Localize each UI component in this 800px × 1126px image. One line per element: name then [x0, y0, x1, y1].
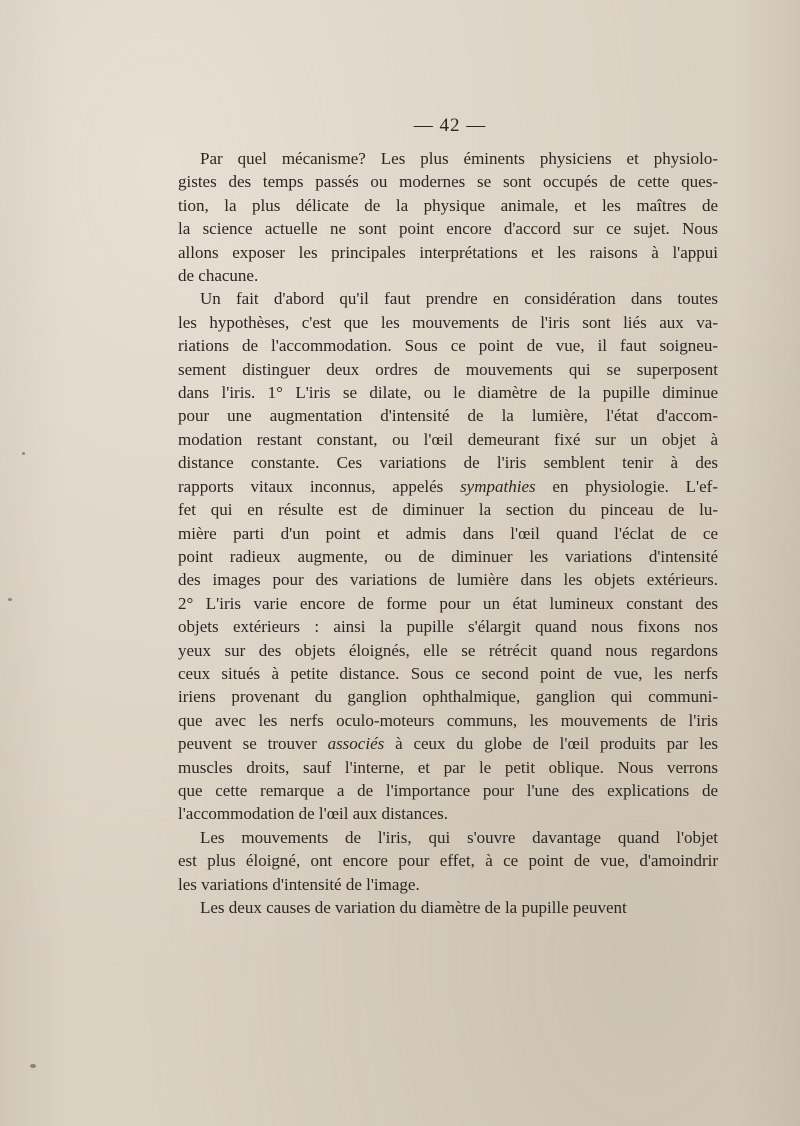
- text-line: que cette remarque a de l'importance pour l'une des explications de: [178, 780, 718, 800]
- text-line: 2° L'iris varie encore de forme pour un état lumineux constant des: [178, 593, 718, 613]
- text-line: distance constante. Ces variations de l'iris semblent tenir à des: [178, 453, 718, 473]
- text-line: muscles droits, sauf l'interne, et par le petit oblique. Nous verrons: [178, 757, 718, 777]
- text-line: point radieux augmente, ou de diminuer les variations d'intensité: [178, 546, 718, 566]
- page-number: — 42 —: [413, 115, 487, 136]
- text-line: peuvent se trouver associés à ceux du globe de l'œil produits par les: [178, 734, 718, 754]
- text-line: fet qui en résulte est de diminuer la section du pinceau de lu-: [178, 500, 718, 520]
- paper-stain: [8, 598, 12, 601]
- text-line: objets extérieurs : ainsi la pupille s'élargit quand nous fixons nos: [178, 617, 718, 637]
- text-line: iriens provenant du ganglion ophthalmique, ganglion qui communi-: [178, 687, 718, 707]
- text-line: tion, la plus délicate de la physique animale, et les maîtres de: [178, 195, 718, 215]
- text-line: Les deux causes de variation du diamètre de la pupille peuvent: [200, 898, 627, 917]
- text-line: allons exposer les principales interprétations et les raisons à l'appui: [178, 242, 718, 262]
- text-line: la science actuelle ne sont point encore d'accord sur ce sujet. Nous: [178, 219, 718, 239]
- text-line: modation restant constant, ou l'œil demeurant fixé sur un objet à: [178, 429, 718, 449]
- text-line: les hypothèses, c'est que les mouvements de l'iris sont liés aux va-: [178, 312, 718, 332]
- text-line: les variations d'intensité de l'image.: [178, 874, 420, 894]
- text-line: riations de l'accommodation. Sous ce point de vue, il faut soigneu-: [178, 336, 718, 356]
- paper-stain: [22, 452, 25, 455]
- paper-stain: [30, 1064, 36, 1068]
- paragraph: [178, 826, 718, 896]
- text-line: Les mouvements de l'iris, qui s'ouvre davantage quand l'objet: [200, 827, 718, 847]
- paragraph: [178, 287, 718, 825]
- text-line: ceux situés à petite distance. Sous ce second point de vue, les nerfs: [178, 663, 718, 683]
- paragraph: [178, 147, 718, 287]
- paragraph: [178, 896, 718, 919]
- text-line: que avec les nerfs oculo-moteurs communs, les mouvements de l'iris: [178, 710, 718, 730]
- text-line: mière parti d'un point et admis dans l'œil quand l'éclat de ce: [178, 523, 718, 543]
- text-line: gistes des temps passés ou modernes se sont occupés de cette ques-: [178, 172, 718, 192]
- text-line: pour une augmentation d'intensité de la lumière, l'état d'accom-: [178, 406, 718, 426]
- text-line: est plus éloigné, ont encore pour effet, à ce point de vue, d'amoindrir: [178, 851, 718, 871]
- text-line: yeux sur des objets éloignés, elle se rétrécit quand nous regardons: [178, 640, 718, 660]
- text-line: Par quel mécanisme? Les plus éminents physiciens et physiolo-: [200, 149, 718, 168]
- text-line: de chacune.: [178, 266, 259, 286]
- text-line: dans l'iris. 1° L'iris se dilate, ou le diamètre de la pupille diminue: [178, 383, 718, 403]
- text-line: sement distinguer deux ordres de mouvements qui se superposent: [178, 359, 718, 379]
- text-line: des images pour des variations de lumière dans les objets extérieurs.: [178, 570, 718, 590]
- text-body: [178, 147, 718, 919]
- text-line: l'accommodation de l'œil aux distances.: [178, 804, 449, 824]
- text-line: Un fait d'abord qu'il faut prendre en considération dans toutes: [200, 289, 718, 309]
- text-line: rapports vitaux inconnus, appelés sympathies en physiologie. L'ef-: [178, 476, 718, 496]
